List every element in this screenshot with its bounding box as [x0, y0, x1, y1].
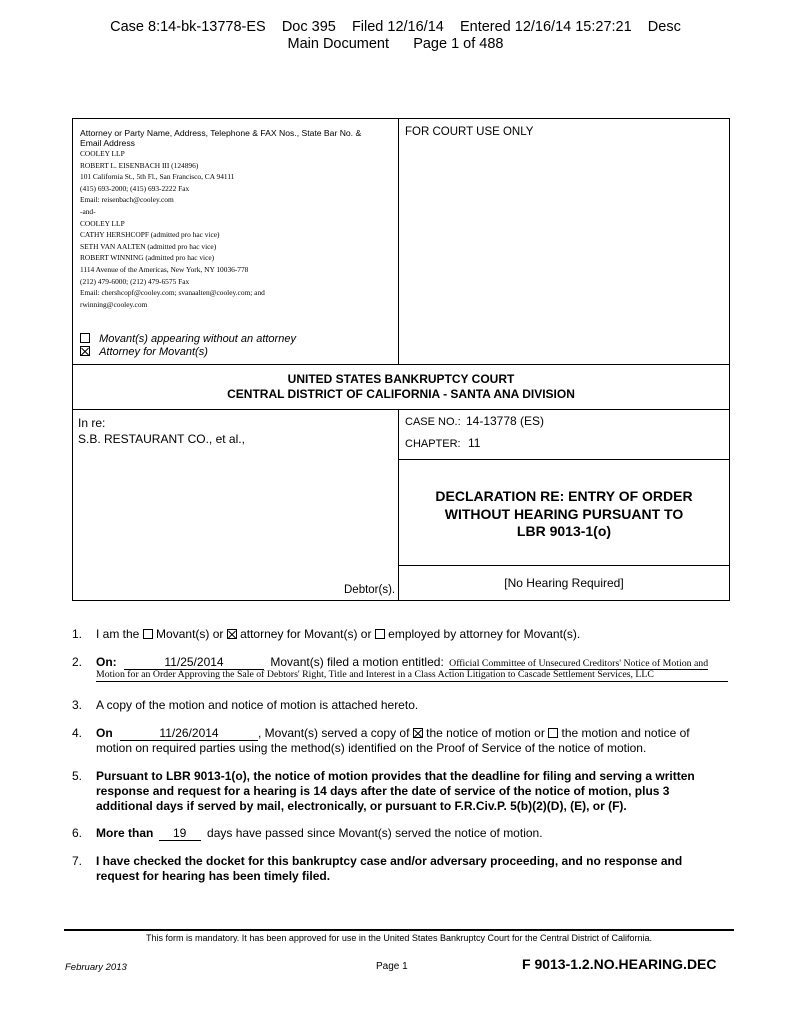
- caption-divider-case: [398, 459, 730, 460]
- attorney-for-movant-checkbox[interactable]: [80, 346, 90, 356]
- motion-title-line2: Motion for an Order Approving the Sale of Debtors' Right, Title and Interest in a Class Action Litigation to Cascade Settlement Services, LLC: [96, 669, 728, 682]
- motion-and-notice-checkbox[interactable]: [548, 728, 558, 738]
- item-4-line2: motion on required parties using the method(s) identified on the Proof of Service of the notice of motion.: [96, 741, 647, 755]
- attorney-line: COOLEY LLP: [80, 149, 125, 158]
- case-number-row: [405, 414, 544, 428]
- debtor-label: Debtor(s).: [344, 584, 396, 596]
- attorney-line: SETH VAN AALTEN (admitted pro hac vice): [80, 241, 217, 251]
- employed-by-attorney-checkbox[interactable]: [375, 629, 385, 639]
- chapter-value: 11: [467, 436, 481, 450]
- footer-date: February 2013: [65, 962, 127, 973]
- movant-without-attorney-checkbox[interactable]: [80, 333, 90, 343]
- attorney-line: -and-: [80, 206, 96, 216]
- attorney-for-movant-row[interactable]: [80, 346, 208, 358]
- attorney-line: 1114 Avenue of the Americas, New York, NY 10036-778: [80, 264, 249, 274]
- court-name-line1: UNITED STATES BANKRUPTCY COURT: [287, 372, 515, 386]
- footer-mandatory-note: This form is mandatory. It has been approved for use in the United States Bankruptcy Court for the Central District of California.: [145, 933, 653, 943]
- attorney-line: COOLEY LLP: [80, 218, 125, 228]
- attorney-line: CATHY HERSHCOPF (admitted pro hac vice): [80, 230, 220, 240]
- docket-header-line2: Main Document Page 1 of 488: [287, 36, 504, 52]
- movant-without-attorney-label: Movant(s) appearing without an attorney: [99, 333, 296, 345]
- attorney-line: 101 California St., 5th Fl., San Francisco, CA 94111: [80, 172, 235, 182]
- footer-page: Page 1: [376, 961, 408, 972]
- footer-rule: [64, 929, 734, 931]
- attorney-checkbox[interactable]: [227, 629, 237, 639]
- notice-of-motion-checkbox[interactable]: [413, 728, 423, 738]
- attorney-for-movant-label: Attorney for Movant(s): [99, 346, 208, 358]
- document-title: DECLARATION RE: ENTRY OF ORDER WITHOUT HEARING PURSUANT TO LBR 9013-1(o): [435, 488, 693, 539]
- footer-form-id: F 9013-1.2.NO.HEARING.DEC: [522, 956, 717, 972]
- court-name-line2: CENTRAL DISTRICT OF CALIFORNIA - SANTA ANA DIVISION: [227, 387, 575, 401]
- in-re-label: In re:: [78, 416, 106, 430]
- caption-vertical-divider-top: [398, 118, 399, 365]
- docket-header-line1: Case 8:14-bk-13778-ES Doc 395 Filed 12/16/14 Entered 12/16/14 15:27:21 Desc: [110, 19, 681, 35]
- court-use-label: FOR COURT USE ONLY: [405, 126, 534, 138]
- motion-title-line1: Official Committee of Unsecured Creditors' Notice of Motion and: [449, 658, 709, 669]
- chapter-row: [405, 436, 480, 450]
- attorney-line: rwinning@cooley.com: [80, 299, 148, 309]
- movant-without-attorney-row[interactable]: [80, 333, 296, 345]
- chapter-label: CHAPTER:: [405, 438, 461, 450]
- motion-filed-date: 11/25/2014: [124, 656, 264, 670]
- caption-divider-title: [398, 565, 730, 566]
- attorney-line: Email: reisenbach@cooley.com: [80, 195, 174, 205]
- attorney-info: [80, 148, 395, 310]
- attorney-heading: Attorney or Party Name, Address, Telephone & FAX Nos., State Bar No. & Email Address: [80, 128, 362, 148]
- attorney-line: (212) 479-6000; (212) 479-6575 Fax: [80, 276, 190, 286]
- case-number-value: 14-13778 (ES): [465, 414, 545, 428]
- debtor-name: S.B. RESTAURANT CO., et al.,: [78, 432, 245, 446]
- case-number-label: CASE NO.:: [405, 416, 461, 428]
- days-passed-value: 19: [159, 827, 201, 841]
- attorney-line: ROBERT L. EISENBACH III (124896): [80, 160, 199, 170]
- attorney-line: ROBERT WINNING (admitted pro hac vice): [80, 253, 215, 263]
- caption-divider-1: [72, 364, 730, 365]
- notice-served-date: 11/26/2014: [120, 727, 258, 741]
- no-hearing-label: [No Hearing Required]: [504, 576, 624, 590]
- caption-divider-2: [72, 409, 730, 410]
- movant-checkbox[interactable]: [143, 629, 153, 639]
- attorney-line: (415) 693-2000; (415) 693-2222 Fax: [80, 183, 190, 193]
- attorney-line: Email: chershcopf@cooley.com; svanaalten@cooley.com; and: [80, 288, 265, 298]
